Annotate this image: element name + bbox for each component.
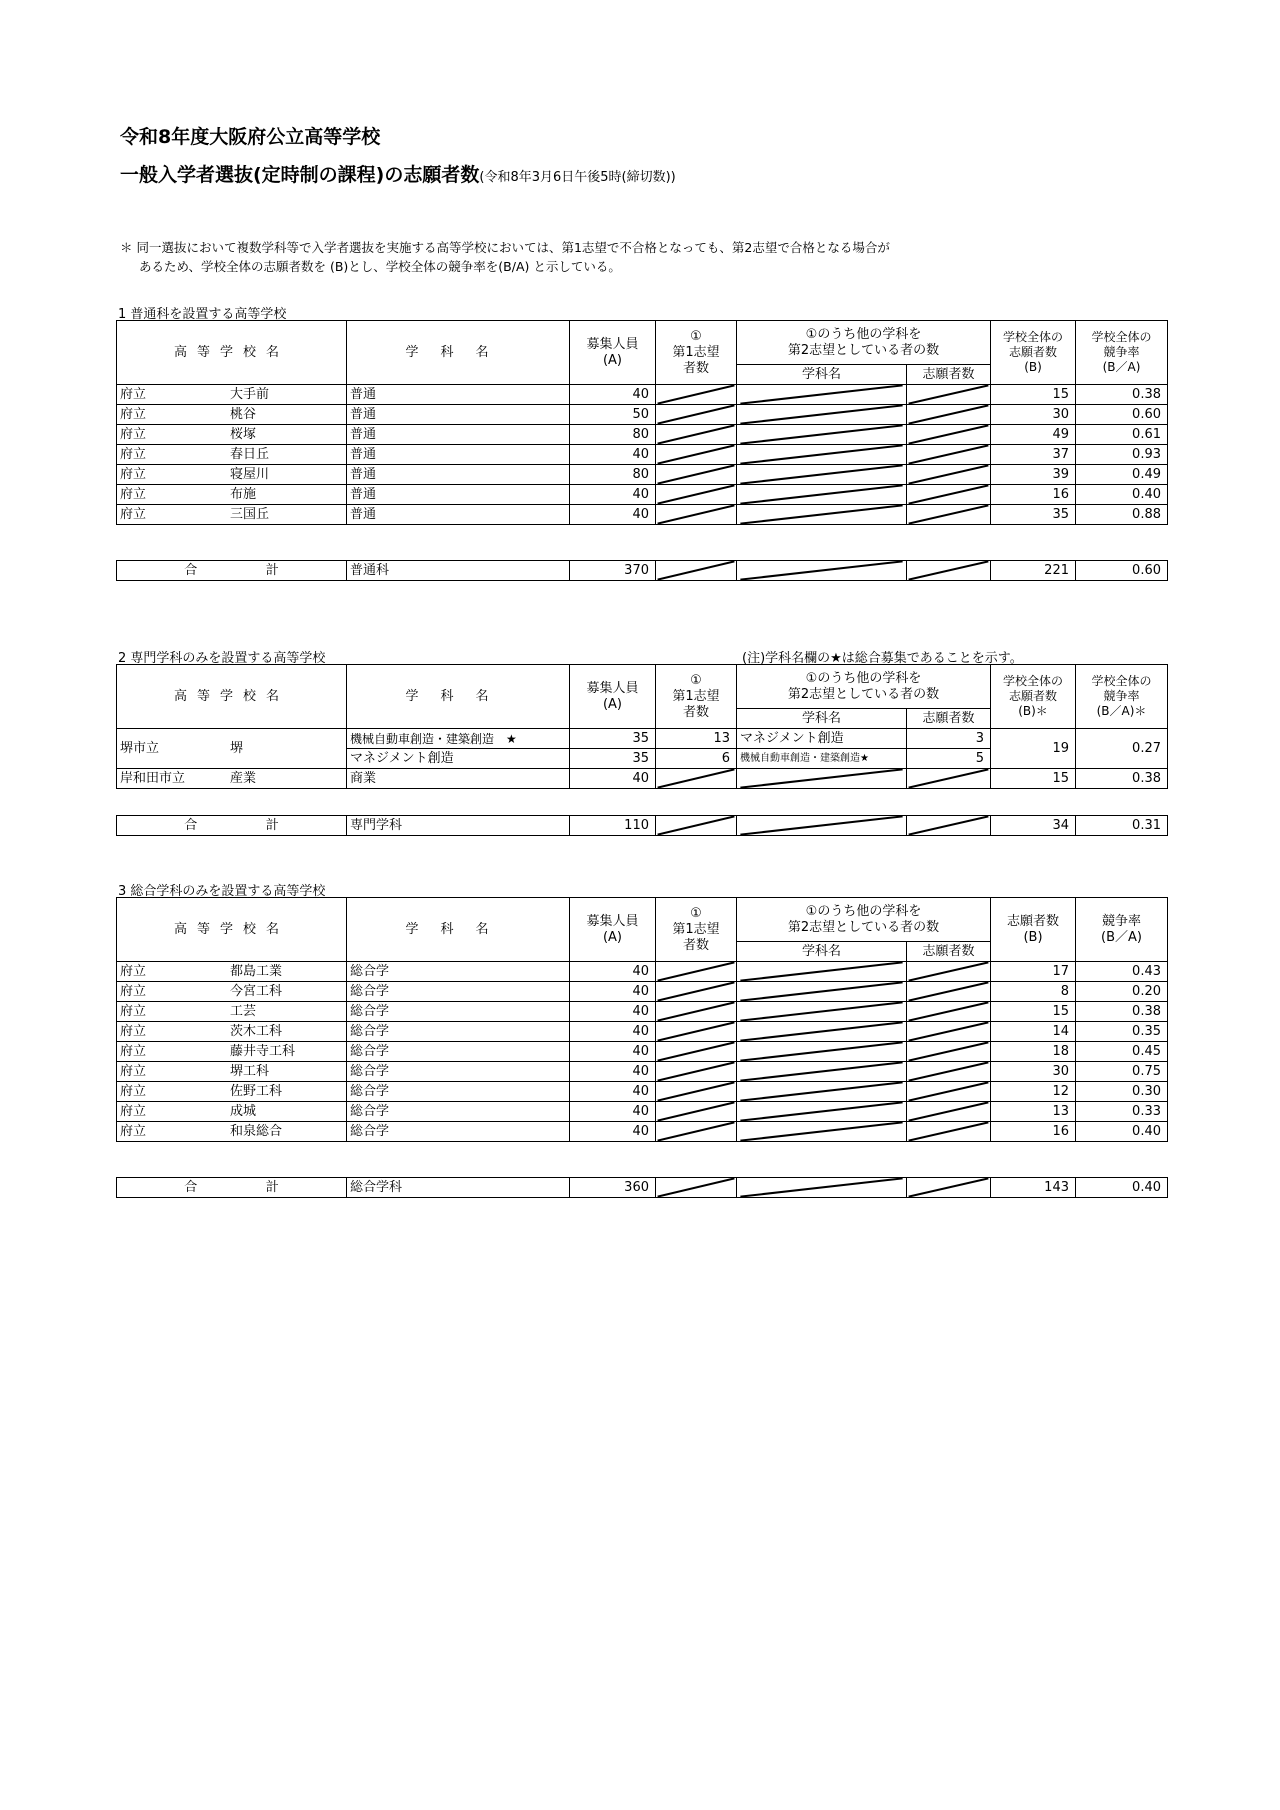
diagonal-line-icon xyxy=(737,425,906,444)
section-2-title: 2 専門学科のみを設置する高等学校 xyxy=(118,651,326,666)
slash-cell xyxy=(656,1082,737,1102)
school-name: 府立 三国丘 xyxy=(117,505,347,525)
footnote xyxy=(120,238,1170,276)
header-first-choice: ① 第1志望 者数 xyxy=(656,321,737,385)
dept-name: 普通 xyxy=(347,425,570,445)
capacity: 40 xyxy=(570,1062,656,1082)
slash-cell xyxy=(907,1042,991,1062)
diagonal-line-icon xyxy=(907,385,990,404)
capacity: 40 xyxy=(570,769,656,789)
school-name: 府立 春日丘 xyxy=(117,445,347,465)
diagonal-line-icon xyxy=(737,1102,906,1121)
table-row xyxy=(117,1082,1168,1102)
school-name: 府立 成城 xyxy=(117,1102,347,1122)
header-second-count: 志願者数 xyxy=(907,365,991,385)
ratio: 0.27 xyxy=(1076,729,1168,769)
slash-cell xyxy=(656,816,737,836)
slash-cell xyxy=(656,962,737,982)
applicants: 15 xyxy=(991,769,1076,789)
ratio: 0.20 xyxy=(1076,982,1168,1002)
total-ratio: 0.40 xyxy=(1076,1178,1168,1198)
header-school: 高等学校名 xyxy=(117,321,347,385)
ratio: 0.61 xyxy=(1076,425,1168,445)
ratio: 0.45 xyxy=(1076,1042,1168,1062)
school-name: 府立 都島工業 xyxy=(117,962,347,982)
ratio: 0.40 xyxy=(1076,485,1168,505)
total-applicants: 221 xyxy=(991,561,1076,581)
slash-cell xyxy=(656,1102,737,1122)
capacity: 40 xyxy=(570,982,656,1002)
school-name: 岸和田市立 産業 xyxy=(117,769,347,789)
slash-cell xyxy=(737,445,907,465)
table-row xyxy=(117,385,1168,405)
diagonal-line-icon xyxy=(907,1042,990,1061)
diagonal-line-icon xyxy=(656,561,736,580)
capacity: 80 xyxy=(570,425,656,445)
ratio: 0.38 xyxy=(1076,769,1168,789)
slash-cell xyxy=(907,1022,991,1042)
header-first-choice: ① 第1志望 者数 xyxy=(656,665,737,729)
header-ratio: 学校全体の 競争率 (B／A)＊ xyxy=(1076,665,1168,729)
capacity: 40 xyxy=(570,1122,656,1142)
dept-name: 総合学 xyxy=(347,982,570,1002)
footnote-line-1: ＊ 同一選抜において複数学科等で入学者選抜を実施する高等学校においては、第1志望で不合格となっても、第2志望で合格となる場合が xyxy=(120,240,890,255)
applicants: 15 xyxy=(991,385,1076,405)
second-count: 3 xyxy=(907,729,991,749)
diagonal-line-icon xyxy=(907,561,990,580)
diagonal-line-icon xyxy=(737,1062,906,1081)
header-second-count: 志願者数 xyxy=(907,709,991,729)
slash-cell xyxy=(737,1178,907,1198)
diagonal-line-icon xyxy=(737,445,906,464)
slash-cell xyxy=(656,425,737,445)
slash-cell xyxy=(656,1122,737,1142)
header-second-count: 志願者数 xyxy=(907,942,991,962)
slash-cell xyxy=(737,485,907,505)
school-name: 府立 和泉総合 xyxy=(117,1122,347,1142)
table-row xyxy=(117,962,1168,982)
ratio: 0.60 xyxy=(1076,405,1168,425)
footnote-line-2: あるため、学校全体の志願者数を (B)とし、学校全体の競争率を(B/A) と示している。 xyxy=(139,259,621,274)
ratio: 0.33 xyxy=(1076,1102,1168,1122)
diagonal-line-icon xyxy=(737,1002,906,1021)
diagonal-line-icon xyxy=(907,425,990,444)
diagonal-line-icon xyxy=(907,982,990,1001)
capacity: 40 xyxy=(570,1042,656,1062)
school-name: 府立 寝屋川 xyxy=(117,465,347,485)
applicants: 30 xyxy=(991,405,1076,425)
school-name: 府立 桜塚 xyxy=(117,425,347,445)
second-dept: マネジメント創造 xyxy=(737,729,907,749)
slash-cell xyxy=(656,1002,737,1022)
section-2-table xyxy=(116,664,1168,789)
section-1-title: 1 普通科を設置する高等学校 xyxy=(118,307,287,322)
diagonal-line-icon xyxy=(656,465,736,484)
dept-name: 機械自動車創造・建築創造 ★ xyxy=(347,729,570,749)
diagonal-line-icon xyxy=(737,982,906,1001)
diagonal-line-icon xyxy=(737,1022,906,1041)
header-school: 高等学校名 xyxy=(117,665,347,729)
diagonal-line-icon xyxy=(907,962,990,981)
diagonal-line-icon xyxy=(737,962,906,981)
dept-name: 普通 xyxy=(347,405,570,425)
table-row xyxy=(117,1042,1168,1062)
slash-cell xyxy=(737,982,907,1002)
header-second-choice: ①のうち他の学科を 第2志望としている者の数 xyxy=(737,321,991,365)
applicants: 16 xyxy=(991,485,1076,505)
dept-name: 普通 xyxy=(347,485,570,505)
diagonal-line-icon xyxy=(656,1062,736,1081)
applicants: 8 xyxy=(991,982,1076,1002)
total-dept: 総合学科 xyxy=(347,1178,570,1198)
slash-cell xyxy=(907,465,991,485)
header-ratio: 競争率 (B／A) xyxy=(1076,898,1168,962)
diagonal-line-icon xyxy=(907,465,990,484)
slash-cell xyxy=(907,962,991,982)
dept-name: 商業 xyxy=(347,769,570,789)
ratio: 0.88 xyxy=(1076,505,1168,525)
diagonal-line-icon xyxy=(737,405,906,424)
header-school: 高等学校名 xyxy=(117,898,347,962)
dept-name: マネジメント創造 xyxy=(347,749,570,769)
ratio: 0.93 xyxy=(1076,445,1168,465)
diagonal-line-icon xyxy=(907,445,990,464)
capacity: 40 xyxy=(570,1082,656,1102)
diagonal-line-icon xyxy=(656,1122,736,1141)
header-second-dept: 学科名 xyxy=(737,709,907,729)
slash-cell xyxy=(656,465,737,485)
applicants: 37 xyxy=(991,445,1076,465)
section-2-total xyxy=(116,815,1168,836)
slash-cell xyxy=(907,1082,991,1102)
slash-cell xyxy=(907,445,991,465)
diagonal-line-icon xyxy=(656,982,736,1001)
dept-name: 総合学 xyxy=(347,1062,570,1082)
ratio: 0.75 xyxy=(1076,1062,1168,1082)
capacity: 35 xyxy=(570,749,656,769)
capacity: 50 xyxy=(570,405,656,425)
diagonal-line-icon xyxy=(907,1022,990,1041)
table-row xyxy=(117,729,1168,749)
header-second-dept: 学科名 xyxy=(737,365,907,385)
slash-cell xyxy=(656,1022,737,1042)
diagonal-line-icon xyxy=(737,1042,906,1061)
slash-cell xyxy=(907,1002,991,1022)
ratio: 0.30 xyxy=(1076,1082,1168,1102)
subtitle-main: 一般入学者選抜(定時制の課程)の志願者数 xyxy=(120,164,480,186)
diagonal-line-icon xyxy=(907,1062,990,1081)
diagonal-line-icon xyxy=(656,1178,736,1197)
applicants: 30 xyxy=(991,1062,1076,1082)
diagonal-line-icon xyxy=(737,816,906,835)
diagonal-line-icon xyxy=(656,1022,736,1041)
slash-cell xyxy=(907,816,991,836)
dept-name: 総合学 xyxy=(347,1002,570,1022)
slash-cell xyxy=(737,816,907,836)
slash-cell xyxy=(907,405,991,425)
slash-cell xyxy=(656,769,737,789)
slash-cell xyxy=(907,1102,991,1122)
applicants: 39 xyxy=(991,465,1076,485)
diagonal-line-icon xyxy=(907,405,990,424)
slash-cell xyxy=(737,1122,907,1142)
header-second-dept: 学科名 xyxy=(737,942,907,962)
capacity: 40 xyxy=(570,962,656,982)
diagonal-line-icon xyxy=(656,1042,736,1061)
diagonal-line-icon xyxy=(656,445,736,464)
slash-cell xyxy=(737,405,907,425)
slash-cell xyxy=(737,1062,907,1082)
section-3-table xyxy=(116,897,1168,1142)
ratio: 0.40 xyxy=(1076,1122,1168,1142)
slash-cell xyxy=(656,385,737,405)
diagonal-line-icon xyxy=(737,385,906,404)
total-capacity: 370 xyxy=(570,561,656,581)
subtitle-date: (令和8年3月6日午後5時(締切数)) xyxy=(479,170,676,185)
slash-cell xyxy=(907,561,991,581)
header-capacity: 募集人員 (A) xyxy=(570,321,656,385)
table-row xyxy=(117,425,1168,445)
slash-cell xyxy=(907,385,991,405)
diagonal-line-icon xyxy=(737,769,906,788)
slash-cell xyxy=(737,385,907,405)
section-1-total xyxy=(116,560,1168,581)
applicants: 19 xyxy=(991,729,1076,769)
section-1-table xyxy=(116,320,1168,525)
applicants: 16 xyxy=(991,1122,1076,1142)
dept-name: 普通 xyxy=(347,505,570,525)
header-first-choice: ① 第1志望 者数 xyxy=(656,898,737,962)
header-second-choice: ①のうち他の学科を 第2志望としている者の数 xyxy=(737,665,991,709)
ratio: 0.49 xyxy=(1076,465,1168,485)
diagonal-line-icon xyxy=(737,561,906,580)
header-dept: 学科名 xyxy=(347,898,570,962)
slash-cell xyxy=(656,405,737,425)
applicants: 18 xyxy=(991,1042,1076,1062)
slash-cell xyxy=(737,505,907,525)
school-name: 府立 桃谷 xyxy=(117,405,347,425)
dept-name: 普通 xyxy=(347,385,570,405)
slash-cell xyxy=(737,1042,907,1062)
section-3-total xyxy=(116,1177,1168,1198)
dept-name: 普通 xyxy=(347,445,570,465)
capacity: 40 xyxy=(570,505,656,525)
school-name: 府立 布施 xyxy=(117,485,347,505)
diagonal-line-icon xyxy=(907,1082,990,1101)
diagonal-line-icon xyxy=(656,385,736,404)
total-row: 合 計 総合学科 360 143 0.40 xyxy=(117,1178,1168,1198)
applicants: 14 xyxy=(991,1022,1076,1042)
diagonal-line-icon xyxy=(656,505,736,524)
table-row xyxy=(117,1122,1168,1142)
slash-cell xyxy=(737,1102,907,1122)
ratio: 0.38 xyxy=(1076,1002,1168,1022)
diagonal-line-icon xyxy=(737,1082,906,1101)
table-row xyxy=(117,769,1168,789)
capacity: 40 xyxy=(570,1022,656,1042)
header-applicants: 志願者数 (B) xyxy=(991,898,1076,962)
slash-cell xyxy=(907,485,991,505)
total-capacity: 360 xyxy=(570,1178,656,1198)
diagonal-line-icon xyxy=(656,962,736,981)
table-row xyxy=(117,465,1168,485)
applicants: 15 xyxy=(991,1002,1076,1022)
table-row xyxy=(117,982,1168,1002)
diagonal-line-icon xyxy=(656,769,736,788)
dept-name: 総合学 xyxy=(347,1042,570,1062)
dept-name: 総合学 xyxy=(347,962,570,982)
slash-cell xyxy=(656,1178,737,1198)
diagonal-line-icon xyxy=(656,405,736,424)
first-choice-count: 6 xyxy=(656,749,737,769)
header-dept: 学科名 xyxy=(347,665,570,729)
diagonal-line-icon xyxy=(656,1082,736,1101)
total-dept: 普通科 xyxy=(347,561,570,581)
capacity: 40 xyxy=(570,485,656,505)
diagonal-line-icon xyxy=(907,1102,990,1121)
table-row xyxy=(117,1102,1168,1122)
header-total-applicants: 学校全体の 志願者数 (B) xyxy=(991,321,1076,385)
second-dept: 機械自動車創造・建築創造★ xyxy=(737,749,907,769)
diagonal-line-icon xyxy=(907,485,990,504)
total-row: 合 計 専門学科 110 34 0.31 xyxy=(117,816,1168,836)
slash-cell xyxy=(737,1082,907,1102)
slash-cell xyxy=(907,1178,991,1198)
table-row xyxy=(117,1022,1168,1042)
diagonal-line-icon xyxy=(907,816,990,835)
diagonal-line-icon xyxy=(737,1178,906,1197)
total-applicants: 143 xyxy=(991,1178,1076,1198)
dept-name: 総合学 xyxy=(347,1122,570,1142)
school-name: 堺市立 堺 xyxy=(117,729,347,769)
table-row xyxy=(117,505,1168,525)
slash-cell xyxy=(656,505,737,525)
table-row xyxy=(117,1002,1168,1022)
diagonal-line-icon xyxy=(656,1102,736,1121)
ratio: 0.43 xyxy=(1076,962,1168,982)
table-row xyxy=(117,1062,1168,1082)
slash-cell xyxy=(907,982,991,1002)
table-row xyxy=(117,445,1168,465)
section-2-note: (注)学科名欄の★は総合募集であることを示す。 xyxy=(742,651,1023,666)
header-ratio: 学校全体の 競争率 (B／A) xyxy=(1076,321,1168,385)
diagonal-line-icon xyxy=(907,1002,990,1021)
capacity: 80 xyxy=(570,465,656,485)
slash-cell xyxy=(907,505,991,525)
dept-name: 普通 xyxy=(347,465,570,485)
slash-cell xyxy=(907,769,991,789)
slash-cell xyxy=(656,445,737,465)
slash-cell xyxy=(737,962,907,982)
school-name: 府立 堺工科 xyxy=(117,1062,347,1082)
applicants: 12 xyxy=(991,1082,1076,1102)
document-subtitle xyxy=(120,160,676,187)
slash-cell xyxy=(737,1022,907,1042)
first-choice-count: 13 xyxy=(656,729,737,749)
ratio: 0.35 xyxy=(1076,1022,1168,1042)
school-name: 府立 藤井寺工科 xyxy=(117,1042,347,1062)
dept-name: 総合学 xyxy=(347,1022,570,1042)
header-dept: 学科名 xyxy=(347,321,570,385)
school-name: 府立 工芸 xyxy=(117,1002,347,1022)
diagonal-line-icon xyxy=(907,1178,990,1197)
applicants: 13 xyxy=(991,1102,1076,1122)
school-name: 府立 佐野工科 xyxy=(117,1082,347,1102)
header-second-choice: ①のうち他の学科を 第2志望としている者の数 xyxy=(737,898,991,942)
diagonal-line-icon xyxy=(737,485,906,504)
diagonal-line-icon xyxy=(907,505,990,524)
slash-cell xyxy=(656,485,737,505)
slash-cell xyxy=(907,425,991,445)
diagonal-line-icon xyxy=(737,1122,906,1141)
diagonal-line-icon xyxy=(656,425,736,444)
total-row: 合 計 普通科 370 221 0.60 xyxy=(117,561,1168,581)
school-name: 府立 大手前 xyxy=(117,385,347,405)
second-count: 5 xyxy=(907,749,991,769)
slash-cell xyxy=(737,769,907,789)
school-name: 府立 今宮工科 xyxy=(117,982,347,1002)
table-row xyxy=(117,485,1168,505)
slash-cell xyxy=(737,465,907,485)
diagonal-line-icon xyxy=(737,465,906,484)
capacity: 40 xyxy=(570,1002,656,1022)
diagonal-line-icon xyxy=(737,505,906,524)
dept-name: 総合学 xyxy=(347,1102,570,1122)
total-capacity: 110 xyxy=(570,816,656,836)
capacity: 40 xyxy=(570,1102,656,1122)
slash-cell xyxy=(656,1042,737,1062)
diagonal-line-icon xyxy=(907,769,990,788)
diagonal-line-icon xyxy=(907,1122,990,1141)
slash-cell xyxy=(737,561,907,581)
diagonal-line-icon xyxy=(656,1002,736,1021)
ratio: 0.38 xyxy=(1076,385,1168,405)
diagonal-line-icon xyxy=(656,816,736,835)
capacity: 40 xyxy=(570,445,656,465)
header-capacity: 募集人員 (A) xyxy=(570,665,656,729)
total-ratio: 0.60 xyxy=(1076,561,1168,581)
header-capacity: 募集人員 (A) xyxy=(570,898,656,962)
slash-cell xyxy=(656,982,737,1002)
capacity: 40 xyxy=(570,385,656,405)
school-name: 府立 茨木工科 xyxy=(117,1022,347,1042)
total-ratio: 0.31 xyxy=(1076,816,1168,836)
applicants: 49 xyxy=(991,425,1076,445)
slash-cell xyxy=(907,1122,991,1142)
slash-cell xyxy=(737,425,907,445)
header-total-applicants: 学校全体の 志願者数 (B)＊ xyxy=(991,665,1076,729)
applicants: 35 xyxy=(991,505,1076,525)
slash-cell xyxy=(907,1062,991,1082)
diagonal-line-icon xyxy=(656,485,736,504)
dept-name: 総合学 xyxy=(347,1082,570,1102)
slash-cell xyxy=(737,1002,907,1022)
section-3-title: 3 総合学科のみを設置する高等学校 xyxy=(118,884,326,899)
total-applicants: 34 xyxy=(991,816,1076,836)
applicants: 17 xyxy=(991,962,1076,982)
capacity: 35 xyxy=(570,729,656,749)
table-row xyxy=(117,405,1168,425)
slash-cell xyxy=(656,561,737,581)
total-dept: 専門学科 xyxy=(347,816,570,836)
document-title: 令和8年度大阪府公立高等学校 xyxy=(120,126,381,148)
slash-cell xyxy=(656,1062,737,1082)
